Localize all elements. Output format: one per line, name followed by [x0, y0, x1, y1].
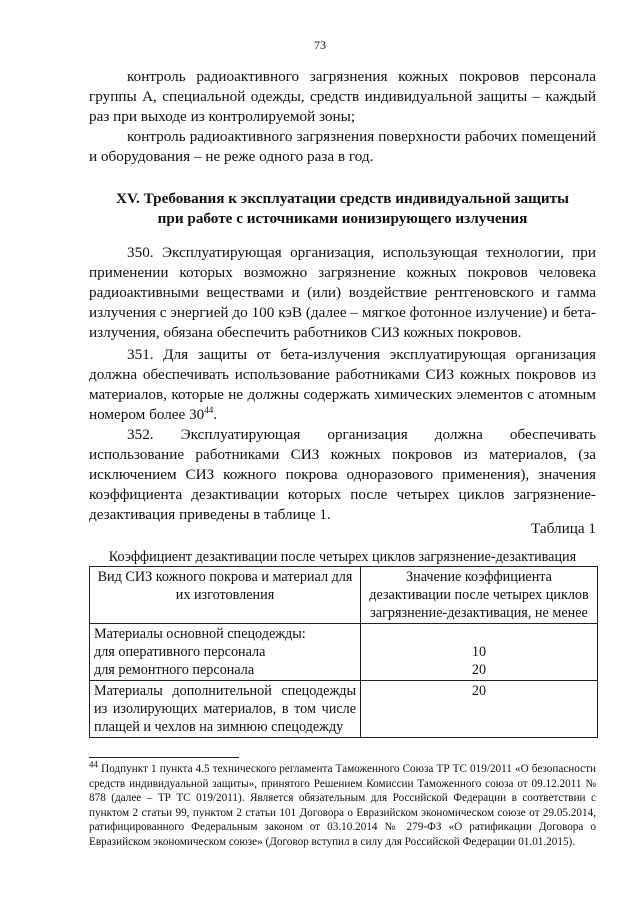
table-cell-value [361, 624, 598, 681]
paragraph-352 [89, 425, 596, 525]
table-header-coefficient: Значение коэффициента дезактивации после четырех циклов загрязнение-дезактивация, не менее [361, 567, 598, 624]
footnote-44 [89, 759, 596, 850]
paragraph-351 [89, 345, 596, 425]
table-cell-line: для оперативного персонала [94, 644, 266, 660]
table-cell-material: Материалы дополнительной спецодежды из изолирующих материалов, в том числе плащей и чехлов на зимнюю спецодежду [90, 681, 361, 738]
section-heading-line-2: при работе с источниками ионизирующего излучения [157, 210, 528, 227]
decontamination-table [89, 566, 598, 738]
intro-block [89, 67, 596, 167]
intro-paragraph-2: контроль радиоактивного загрязнения поверхности рабочих помещений и оборудования – не реже одного раза в год. [89, 128, 596, 165]
paragraph-351-text [89, 345, 596, 425]
table-cell-material [90, 624, 361, 681]
footnote-ref-44[interactable]: 44 [204, 404, 214, 415]
paragraph-351-end: . [213, 406, 218, 423]
section-heading [89, 189, 596, 229]
table-cell-value-line: 10 [471, 644, 487, 660]
table-cell-value: 20 [361, 681, 598, 738]
footnote-number: 44 [89, 759, 98, 770]
paragraph-351-body: 351. Для защиты от бета-излучения эксплуатирующая организация должна обеспечивать использование работниками СИЗ кожных покровов из материалов, которые не должны содержать химических элементов с атомным номером более 30 [89, 346, 596, 423]
intro-paragraph-1: контроль радиоактивного загрязнения кожных покровов персонала группы А, специальной одежды, средств индивидуальной защиты – каждый раз при выходе из контролируемой зоны; [89, 68, 596, 125]
table-title: Коэффициент дезактивации после четырех циклов загрязнение-дезактивация [108, 549, 577, 565]
paragraph-350-text: 350. Эксплуатирующая организация, использующая технологии, при применении которых возможно загрязнение кожных покровов человека радиоактивными веществами и (или) воздействие рентгеновского и гамма излучения с энергией до 100 кэВ (далее – мягкое фотонное излучение) и бета-излучения, обязана обеспечить работников СИЗ кожных покровов. [89, 244, 596, 341]
table-header-material: Вид СИЗ кожного покрова и материал для их изготовления [90, 567, 361, 624]
paragraph-350 [89, 243, 596, 343]
table-row [90, 624, 598, 681]
table-row [90, 681, 598, 738]
table-cell-line: для ремонтного персонала [94, 662, 255, 678]
table-header-row [90, 567, 598, 624]
table-cell-value-line [365, 625, 593, 643]
page-number: 73 [314, 38, 326, 52]
table-cell-value-line: 20 [471, 662, 487, 678]
footnote-divider [89, 757, 239, 758]
table-label: Таблица 1 [531, 520, 596, 537]
section-heading-line-1: XV. Требования к эксплуатации средств индивидуальной защиты [116, 190, 569, 207]
footnote-text: Подпункт 1 пункта 4.5 технического регламента Таможенного Союза ТР ТС 019/2011 «О безопасности средств индивидуальной защиты», принятого Решением Комиссии Таможенного союза от 09.12.2011 № 878 (далее – ТР ТС 019/2011). Является обязательным для Российской Федерации в соответствии с пунктом 2 статьи 99, пунктом 2 статьи 101 Договора о Евразийском экономическом союзе от 29.05.2014, ратифицированного Федеральным законом от 03.10.2014 № 279-ФЗ «О ратификации Договора о Евразийском экономическом союзе» (Договор вступил в силу для Российской Федерации 01.01.2015). [89, 763, 596, 848]
paragraph-352-text: 352. Эксплуатирующая организация должна обеспечивать использование работниками СИЗ кожных покровов из материалов, (за исключением СИЗ кожного покрова одноразового применения), значения коэффициента дезактивации которых после четырех циклов загрязнение-дезактивация приведены в таблице 1. [89, 426, 596, 523]
table-cell-line: Материалы основной спецодежды: [94, 626, 306, 642]
